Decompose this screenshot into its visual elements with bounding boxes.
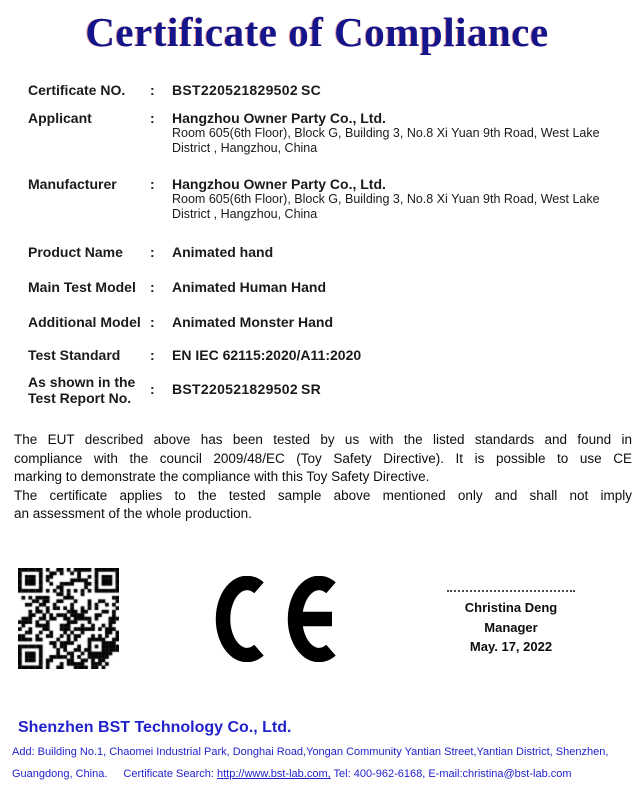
- field-label-product-name: Product Name: [28, 244, 123, 260]
- field-row-manufacturer: [28, 176, 618, 221]
- field-label-test-standard: Test Standard: [28, 347, 121, 363]
- field-row-product-name: [28, 244, 618, 260]
- field-row-certificate-no: [28, 82, 618, 98]
- signer-role: Manager: [484, 619, 538, 635]
- manufacturer-address: Room 605(6th Floor), Block G, Building 3, No.8 Xi Yuan 9th Road, West Lake District , Hangzhou, China: [172, 192, 600, 221]
- colon-separator: [150, 347, 172, 363]
- statement-line: compliance with the council 2009/48/EC (Toy Safety Directive). It is possible to use CE: [14, 450, 632, 466]
- statement-line: The EUT described above has been tested by us with the listed standards and found in: [14, 432, 632, 447]
- field-row-test-standard: [28, 347, 618, 363]
- signature-date: May. 17, 2022: [469, 639, 553, 654]
- compliance-statement: [14, 431, 632, 524]
- field-label-manufacturer: Manufacturer: [28, 176, 117, 192]
- main-test-model: Animated Human Hand: [172, 279, 327, 295]
- field-label-additional-model: Additional Model: [28, 314, 141, 330]
- applicant-name: Hangzhou Owner Party Co., Ltd.: [172, 110, 386, 126]
- signer-name: Christina Deng: [464, 600, 558, 615]
- issuer-contact-info: Tel: 400-962-6168, E-mail:christina@bst-lab.com: [330, 768, 572, 780]
- statement-line: marking to demonstrate the compliance with this Toy Safety Directive.: [14, 469, 430, 485]
- manufacturer-name: Hangzhou Owner Party Co., Ltd.: [172, 176, 386, 192]
- additional-model: Animated Monster Hand: [172, 314, 334, 330]
- signature-dotted-line: [447, 590, 575, 592]
- colon-separator: [150, 279, 172, 295]
- field-row-test-report-no: [28, 374, 618, 406]
- test-standard: EN IEC 62115:2020/A11:2020: [172, 347, 362, 363]
- applicant-address: Room 605(6th Floor), Block G, Building 3, No.8 Xi Yuan 9th Road, West Lake District , Hangzhou, China: [172, 126, 600, 155]
- colon-separator: [150, 82, 172, 98]
- certificate-search-label: Certificate Search:: [123, 768, 217, 780]
- field-row-additional-model: [28, 314, 618, 330]
- issuer-company-name: Shenzhen BST Technology Co., Ltd.: [18, 719, 292, 736]
- colon-separator: [150, 314, 172, 330]
- field-row-main-test-model: [28, 279, 618, 295]
- colon-separator: [150, 244, 172, 260]
- signature-block: [430, 590, 592, 657]
- qr-code-icon: [18, 568, 119, 669]
- field-row-applicant: [28, 110, 618, 155]
- statement-line: an assessment of the whole production.: [14, 506, 252, 522]
- certificate-title: Certificate of Compliance: [85, 9, 549, 55]
- statement-line: The certificate applies to the tested sample above mentioned only and shall not imply: [14, 487, 632, 503]
- field-label-main-test-model: Main Test Model: [28, 279, 136, 295]
- colon-separator: [150, 176, 172, 192]
- issuer-address-line2: [12, 768, 626, 780]
- colon-separator: [150, 110, 172, 126]
- test-report-number: BST220521829502 SR: [172, 381, 322, 397]
- ce-mark-icon: [215, 576, 339, 662]
- certificate-number: BST220521829502 SC: [172, 82, 322, 98]
- issuer-address-line1: Add: Building No.1, Chaomei Industrial Park, Donghai Road,Yongan Community Yantian Street,Yantian District, Shenzhen,: [12, 746, 609, 758]
- product-name: Animated hand: [172, 244, 274, 260]
- issuer-address-region: Guangdong, China.: [12, 768, 108, 780]
- colon-separator: [150, 374, 172, 397]
- field-label-test-report-no: As shown in the Test Report No.: [28, 374, 136, 406]
- certificate-search-link[interactable]: http://www.bst-lab.com,: [216, 768, 331, 780]
- field-label-applicant: Applicant: [28, 110, 92, 126]
- field-label-certificate-no: Certificate NO.: [28, 82, 126, 98]
